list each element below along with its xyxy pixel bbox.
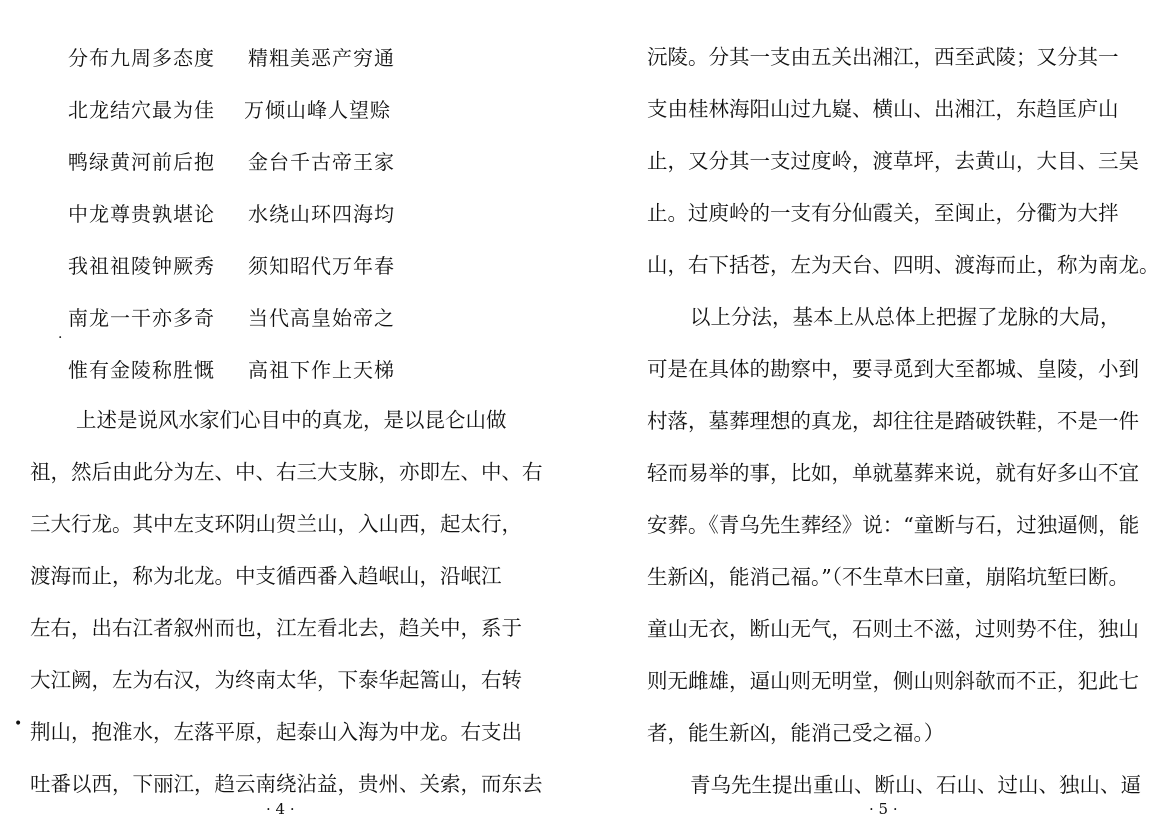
text-line: 渡海而止，称为北龙。中支循西番入趋岷山，沿岷江	[30, 564, 502, 588]
text-line: 大江阙，左为右汉，为终南太华，下泰华起篙山，右转	[30, 668, 522, 692]
text-line: 山，右下括苍，左为天台、四明、渡海而止，称为南龙。	[647, 253, 1160, 277]
verse-first-half: 分布九周多态度	[68, 46, 215, 70]
text-line: 止。过庾岭的一支有分仙霞关，至闽止，分衢为大拌	[647, 201, 1119, 225]
text-line: 村落，墓葬理想的真龙，却往往是踏破铁鞋，不是一件	[647, 409, 1139, 433]
text-line: 童山无衣，断山无气，石则土不滋，过则势不住，独山	[647, 617, 1139, 641]
text-line: 沅陵。分其一支由五关出湘江，西至武陵；又分其一	[647, 45, 1119, 69]
text-line: 止，又分其一支过度岭，渡草坪，去黄山，大目、三吴	[647, 149, 1139, 173]
text-line: 安葬。《青乌先生葬经》说：“童断与石，过独逼侧，能	[647, 513, 1140, 537]
verse-second-half: 须知昭代万年春	[248, 254, 395, 278]
text-line: 三大行龙。其中左支环阴山贺兰山，入山西，起太行，	[30, 512, 522, 536]
page-number-left: · 4 ·	[266, 800, 295, 818]
verse-first-half: 南龙一干亦多奇	[68, 306, 215, 330]
verse-second-half: 金台千古帝王家	[248, 150, 395, 174]
text-line: 左右，出右江者叙州而也，江左看北去，趋关中，系于	[30, 616, 522, 640]
text-line: 轻而易举的事，比如，单就墓葬来说，就有好多山不宜	[647, 461, 1139, 485]
verse-second-half: 水绕山环四海均	[248, 202, 395, 226]
verse-second-half: 高祖下作上天梯	[248, 358, 395, 382]
verse-first-half: 中龙尊贵孰堪论	[68, 202, 215, 226]
right-page	[586, 0, 1173, 831]
text-line: 以上分法，基本上从总体上把握了龙脉的大局，	[690, 305, 1121, 329]
verse-first-half: 鸭绿黄河前后抱	[68, 150, 215, 174]
text-line: 青乌先生提出重山、断山、石山、过山、独山、逼	[690, 773, 1141, 797]
text-line: 祖，然后由此分为左、中、右三大支脉，亦即左、中、右	[30, 460, 543, 484]
verse-first-half: 我祖祖陵钟厥秀	[68, 254, 215, 278]
verse-second-half: 精粗美恶产穷通	[248, 46, 395, 70]
verse-second-half: 万倾山峰人望赊	[244, 98, 391, 122]
scan-speck: ·	[58, 330, 63, 346]
text-line: 生新凶，能消己福。”（不生草木曰童，崩陷坑堑曰断。	[647, 565, 1129, 589]
text-line: 者，能生新凶，能消己受之福。）	[647, 721, 945, 745]
text-line: 吐番以西，下丽江，趋云南绕沾益，贵州、关索，而东去	[30, 772, 543, 796]
left-page	[0, 0, 586, 831]
text-line: 则无雌雄，逼山则无明堂，侧山则斜欹而不正，犯此七	[647, 669, 1139, 693]
verse-first-half: 惟有金陵称胜慨	[68, 358, 215, 382]
verse-first-half: 北龙结穴最为佳	[68, 98, 215, 122]
text-line: 可是在具体的勘察中，要寻觅到大至都城、皇陵，小到	[647, 357, 1139, 381]
text-line: 支由桂林海阳山过九嶷、横山、出湘江，东趋匡庐山	[647, 97, 1119, 121]
page-number-right: · 5 ·	[869, 800, 898, 818]
scan-speck: •	[14, 716, 23, 732]
text-line: 荆山，抱淮水，左落平原，起泰山入海为中龙。右支出	[30, 720, 522, 744]
text-line: 上述是说风水家们心目中的真龙，是以昆仑山做	[76, 408, 507, 432]
verse-second-half: 当代高皇始帝之	[248, 306, 395, 330]
